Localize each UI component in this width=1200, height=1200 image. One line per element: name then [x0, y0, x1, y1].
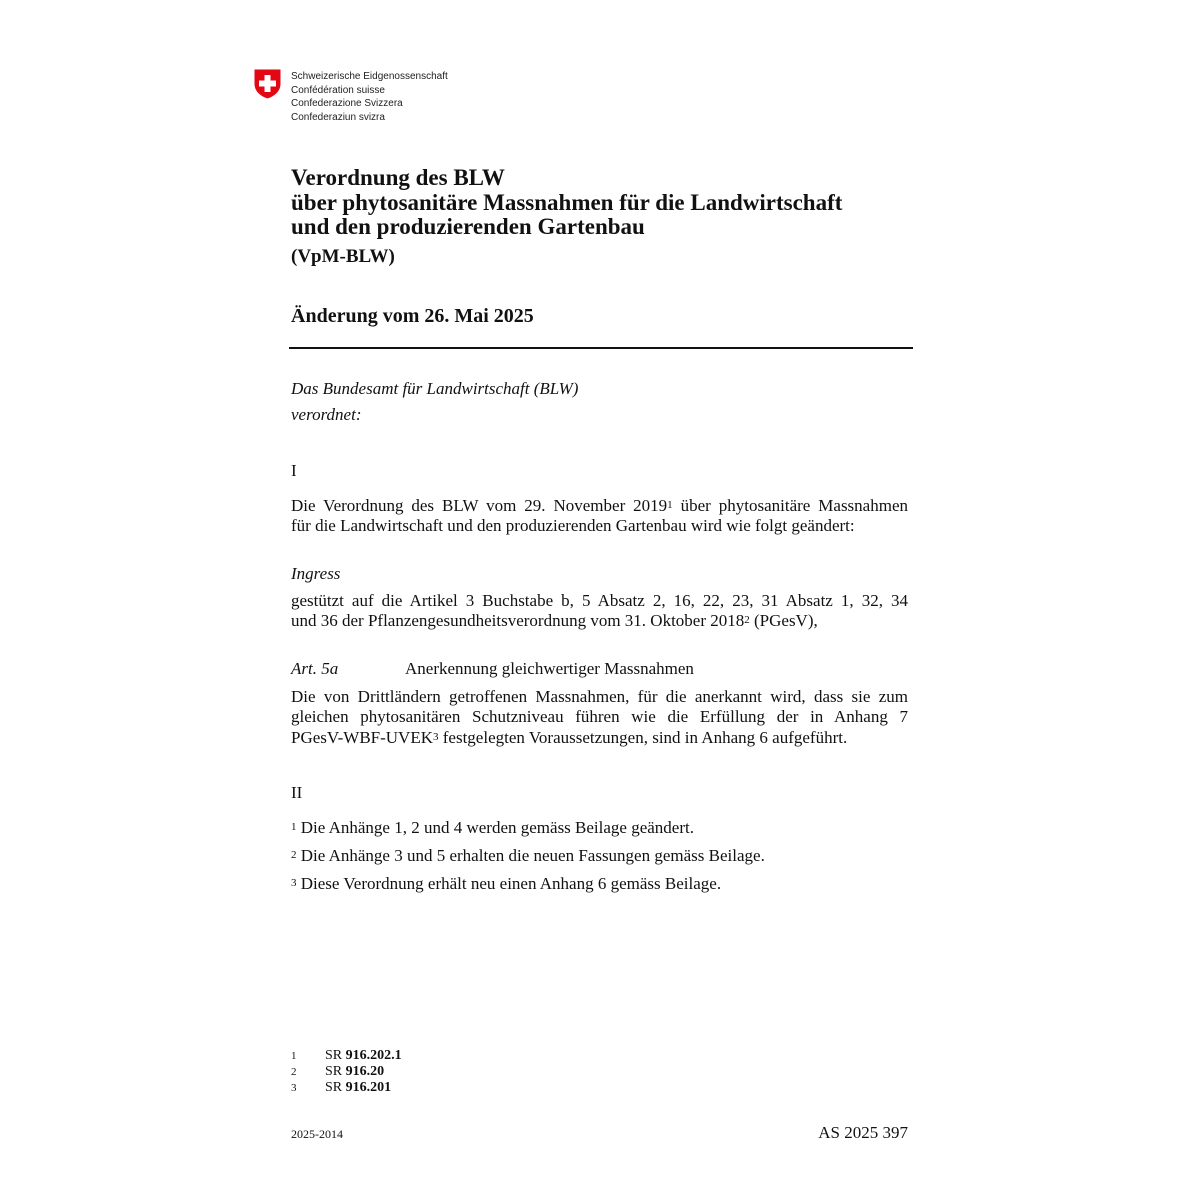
article-text: festgelegten Voraussetzungen, sind in Anhang 6 aufgeführt. [438, 728, 848, 747]
article-label: Art. 5a [291, 659, 339, 678]
ingress-text: und 36 der Pflanzengesundheitsverordnung vom 31. Oktober 2018 [291, 611, 745, 630]
paragraph-number: 1 [291, 821, 297, 833]
paragraph-number: 2 [291, 849, 297, 861]
footnote [291, 1080, 402, 1096]
amendment-date: Änderung vom 26. Mai 2025 [291, 305, 534, 327]
paragraph-number: 3 [291, 877, 297, 889]
paragraph [291, 846, 765, 866]
title-line: und den produzierenden Gartenbau [291, 214, 645, 239]
ingress-heading: Ingress [291, 564, 341, 583]
confederation-de: Schweizerische Eidgenossenschaft [291, 71, 448, 82]
official-compilation-reference: AS 2025 397 [818, 1123, 908, 1142]
ordinance-abbreviation: (VpM-BLW) [291, 246, 395, 267]
title-line: Verordnung des BLW [291, 165, 505, 190]
footnote-prefix: SR [325, 1064, 346, 1079]
decree-word: verordnet: [291, 405, 362, 424]
article-title: Anerkennung gleichwertiger Massnahmen [405, 659, 694, 678]
footnote-number: 1 [291, 1050, 297, 1062]
article-line: gleichen phytosanitären Schutzniveau führen wie die Erfüllung der in Anhang 7 [291, 707, 908, 726]
paragraph-text: Die Anhänge 1, 2 und 4 werden gemäss Beilage geändert. [296, 818, 694, 837]
intro-line [291, 496, 908, 516]
footnote-prefix: SR [325, 1048, 346, 1063]
title-line: über phytosanitäre Massnahmen für die Landwirtschaft [291, 189, 843, 215]
title-divider [289, 347, 913, 349]
footnote-prefix: SR [325, 1080, 346, 1095]
ingress-text: (PGesV), [749, 611, 818, 630]
footnote-sr-number: 916.202.1 [345, 1048, 402, 1063]
intro-text: Die Verordnung des BLW vom 29. November 2019 [291, 496, 668, 515]
footnote-number: 2 [291, 1066, 297, 1078]
footnote-number: 3 [291, 1082, 297, 1094]
intro-text: über phytosanitäre Massnahmen [672, 496, 908, 515]
article-line: Die von Drittländern getroffenen Massnahmen, für die anerkannt wird, dass sie zum [291, 687, 908, 706]
footnote-ref-1: 1 [667, 499, 673, 511]
paragraph-text: Die Anhänge 3 und 5 erhalten die neuen Fassungen gemäss Beilage. [296, 846, 765, 865]
document-number: 2025-2014 [291, 1127, 343, 1141]
ordinance-title [291, 166, 842, 240]
article-text: PGesV-WBF-UVEK [291, 728, 433, 747]
section-numeral-two: II [291, 783, 303, 802]
footnote-sr-number: 916.20 [345, 1064, 385, 1079]
paragraph [291, 818, 694, 838]
ingress-line [291, 611, 818, 631]
confederation-rm: Confederaziun svizra [291, 111, 385, 123]
footnote [291, 1064, 402, 1080]
article-line [291, 728, 847, 748]
section-numeral-one: I [291, 461, 297, 480]
footnote-sr-number: 916.201 [345, 1080, 392, 1095]
footnote [291, 1048, 402, 1064]
issuing-authority: Das Bundesamt für Landwirtschaft (BLW) [291, 379, 579, 398]
confederation-names [291, 70, 448, 124]
footnote-ref-3: 3 [433, 731, 439, 743]
paragraph-text: Diese Verordnung erhält neu einen Anhang 6 gemäss Beilage. [296, 874, 722, 893]
confederation-it: Confederazione Svizzera [291, 98, 403, 109]
confederation-fr: Confédération suisse [291, 84, 385, 96]
footnotes [291, 1048, 402, 1096]
paragraph [291, 874, 721, 894]
swiss-coat-of-arms-icon [253, 68, 282, 100]
intro-line: für die Landwirtschaft und den produzierenden Gartenbau wird wie folgt geändert: [291, 516, 855, 535]
ingress-line: gestützt auf die Artikel 3 Buchstabe b, 5 Absatz 2, 16, 22, 23, 31 Absatz 1, 32, 34 [291, 591, 908, 610]
footnote-ref-2: 2 [744, 614, 750, 626]
